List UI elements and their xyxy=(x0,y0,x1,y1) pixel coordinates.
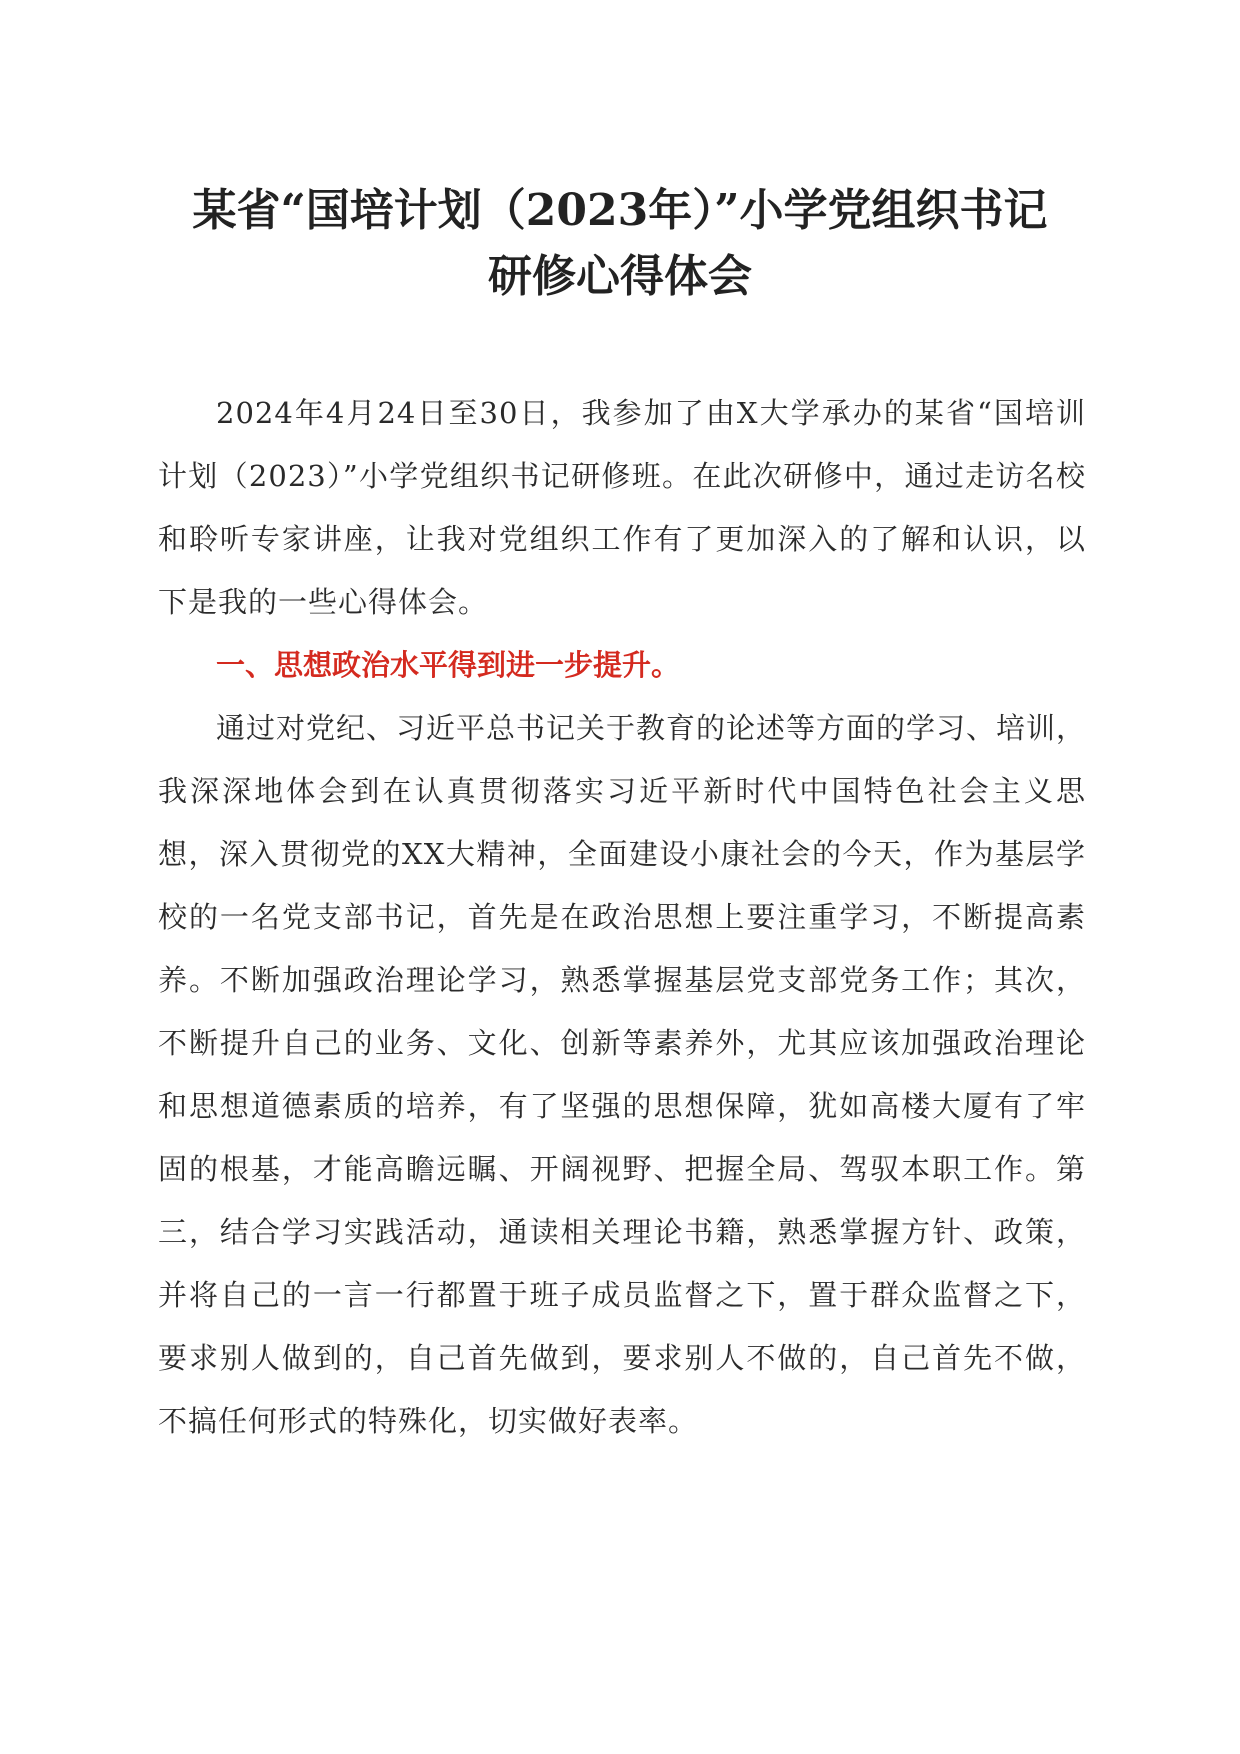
intro-paragraph: 2024年4月24日至30日，我参加了由X大学承办的某省“国培训计划（2023）”小学党组织书记研修班。在此次研修中，通过走访名校和聆听专家讲座，让我对党组织工作有了更加深入的了解和认识，以下是我的一些心得体会。 xyxy=(158,396,1086,619)
document-title-line-1: 某省“国培计划（2023年）”小学党组织书记 xyxy=(192,185,1048,236)
section-heading-1: 一、思想政治水平得到进一步提升。 xyxy=(216,648,681,682)
document-title xyxy=(120,178,1120,310)
document-body xyxy=(158,382,1086,1453)
document-title-line-2: 研修心得体会 xyxy=(488,251,752,302)
section-1-paragraph: 通过对党纪、习近平总书记关于教育的论述等方面的学习、培训，我深深地体会到在认真贯彻落实习近平新时代中国特色社会主义思想，深入贯彻党的XX大精神，全面建设小康社会的今天，作为基层学校的一名党支部书记，首先是在政治思想上要注重学习，不断提高素养。不断加强政治理论学习，熟悉掌握基层党支部党务工作；其次，不断提升自己的业务、文化、创新等素养外，尤其应该加强政治理论和思想道德素质的培养，有了坚强的思想保障，犹如高楼大厦有了牢固的根基，才能高瞻远瞩、开阔视野、把握全局、驾驭本职工作。第三，结合学习实践活动，通读相关理论书籍，熟悉掌握方针、政策，并将自己的一言一行都置于班子成员监督之下，置于群众监督之下，要求别人做到的，自己首先做到，要求别人不做的，自己首先不做，不搞任何形式的特殊化，切实做好表率。 xyxy=(158,711,1087,1438)
